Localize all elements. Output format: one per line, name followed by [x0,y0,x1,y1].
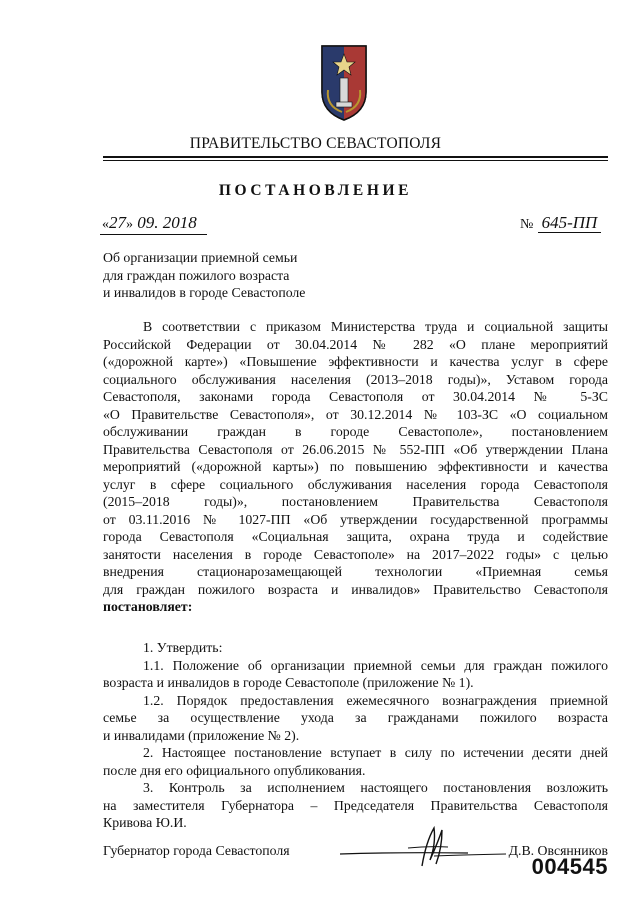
date-quote-open: « [102,217,109,232]
preamble-line: «О Правительстве Севастополя», от 30.12.2014 № 103-ЗС «О социальном [103,406,608,422]
subject-line: для граждан пожилого возраста [103,267,290,283]
item-1-2-cont: семье за осуществление ухода за гражданами пожилого возраста [103,710,608,725]
item-3: 3. Контроль за исполнением настоящего постановления возложить [143,780,608,795]
date-month-year: 09. 2018 [133,213,197,232]
preamble-line: обслуживании граждан в городе Севастополе», постановлением [103,424,608,439]
number-value: 645-ПП [538,213,602,233]
number-prefix: № [520,217,534,232]
preamble-line: Севастополя, законами города Севастополя от 30.04.2014 № 5-ЗС [103,389,608,404]
preamble-line: внедрения стационарозамещающей технологии «Приемная семья [103,564,608,579]
preamble-line: Российской Федерации от 30.04.2014 № 282 «О плане мероприятий [103,336,608,352]
item-1: 1. Утвердить: [143,640,223,655]
item-3-cont: на заместителя Губернатора – Председателя Правительства Севастополя [103,797,608,813]
document-number [520,214,601,234]
date-quote-close: » [126,217,133,232]
item-1-1: 1.1. Положение об организации приемной семьи для граждан пожилого [143,657,608,673]
sevastopol-coat-of-arms-icon [318,40,370,122]
document-date [100,214,207,235]
preamble-line: мероприятий («дорожной карты») по повышению эффективности и качества [103,459,608,474]
subject-line: и инвалидов в городе Севастополе [103,285,306,300]
preamble-line: В соответствии с приказом Министерства труда и социальной защиты [143,319,608,334]
item-2: 2. Настоящее постановление вступает в силу по истечении десяти дней [143,745,608,760]
preamble-paragraph [103,318,608,616]
handwritten-signature-icon [338,822,508,868]
resolves-word: постановляет: [103,599,193,614]
header-divider [103,156,608,158]
item-1-2: 1.2. Порядок предоставления ежемесячного вознаграждения приемной [143,692,608,708]
preamble-line: для граждан пожилого возраста и инвалидов» Правительство Севастополя [103,581,608,597]
item-1-2-end: и инвалидами (приложение № 2). [103,727,300,743]
preamble-line: Правительства Севастополя от 26.06.2015 № 552-ПП «Об утверждении Плана [103,441,608,457]
preamble-line: («дорожной карте») «Повышение эффективности и качества услуг в сфере [103,354,608,369]
preamble-line: занятости населения в городе Севастополе» на 2017–2022 годы» с целью [103,546,608,562]
subject-line: Об организации приемной семьи [103,250,298,265]
preamble-line: (2015–2018 годы)», постановлением Правительства Севастополя [103,494,608,509]
date-day: 27 [109,213,126,232]
signer-name: Д.В. Овсянников [508,843,608,858]
preamble-line: социального обслуживания населения (2013–2018 годы)», Уставом города [103,371,608,387]
item-3-end: Кривова Ю.И. [103,815,187,830]
document-type: ПОСТАНОВЛЕНИЕ [218,182,413,199]
preamble-line: услуг в сфере социального обслуживания населения города Севастополя [103,476,608,492]
header-divider-thin [103,160,608,161]
item-2-cont: после дня его официального опубликования. [103,762,366,778]
serial-number: 004545 [531,854,608,879]
signer-title: Губернатор города Севастополя [103,843,290,858]
item-1-1-cont: возраста и инвалидов в городе Севастополе (приложение № 1). [103,675,474,690]
document-subject [103,249,335,302]
preamble-line: города Севастополя «Социальная защита, охрана труда и содействие [103,529,608,544]
preamble-line: от 03.11.2016 № 1027-ПП «Об утверждении государственной программы [103,511,608,527]
organization-name: ПРАВИТЕЛЬСТВО СЕВАСТОПОЛЯ [189,135,442,152]
resolution-items [103,639,608,832]
